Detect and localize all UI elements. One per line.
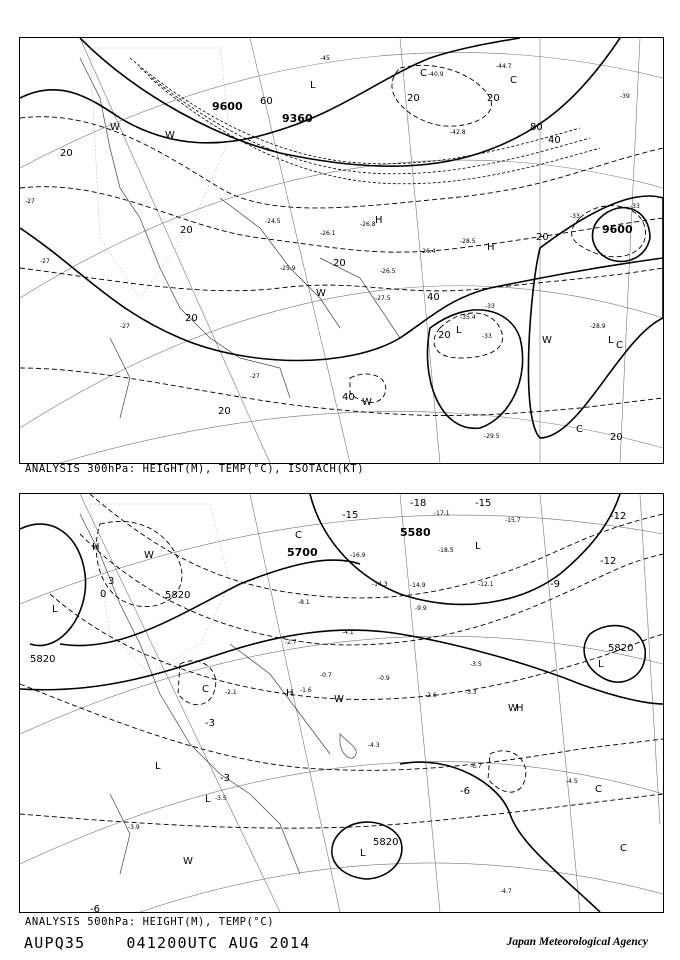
station-temp: -18.5 bbox=[438, 547, 454, 554]
temp-label: -29.5 bbox=[484, 433, 500, 440]
pressure-centers bbox=[52, 530, 627, 867]
isotach-label: 20 bbox=[438, 330, 451, 341]
station-temp: -17.1 bbox=[434, 510, 450, 517]
isotherm-label: -18 bbox=[410, 498, 427, 509]
high-center: H bbox=[487, 242, 495, 253]
station-temp: -6.7 bbox=[470, 763, 482, 770]
station-temp: -3.3 bbox=[465, 689, 477, 696]
station-temp: -4.3 bbox=[368, 742, 380, 749]
temp-label: -33 bbox=[485, 303, 495, 310]
temp-label: -28.5 bbox=[460, 238, 476, 245]
isotherm-label: -9 bbox=[550, 579, 560, 590]
warm-marker: W bbox=[316, 288, 326, 299]
isotherm-label: -15 bbox=[342, 510, 359, 521]
station-temp: -8.1 bbox=[298, 599, 310, 606]
isotherm-label: -12 bbox=[600, 556, 617, 567]
station-temp: -14.3 bbox=[372, 581, 388, 588]
isotach-label: 20 bbox=[333, 258, 346, 269]
temp-label: -33 bbox=[630, 203, 640, 210]
temp-label: -45 bbox=[320, 55, 330, 62]
temp-label: -27 bbox=[120, 323, 130, 330]
temp-label: -26.8 bbox=[360, 221, 376, 228]
warm-marker: W bbox=[334, 694, 344, 705]
coastline bbox=[80, 514, 356, 874]
station-temp: -14.9 bbox=[410, 582, 426, 589]
isotach-label: 40 bbox=[427, 292, 440, 303]
temp-label: -35.4 bbox=[460, 314, 476, 321]
height-label-5820: 5820 bbox=[608, 643, 634, 654]
map-500hpa-canvas bbox=[20, 494, 663, 912]
product-code: AUPQ35 bbox=[24, 934, 86, 952]
isotherm-label: 3 bbox=[108, 576, 115, 587]
hatched-region bbox=[90, 48, 230, 298]
station-temp: -1.6 bbox=[300, 687, 312, 694]
isotherm-labels bbox=[90, 498, 626, 912]
cold-marker: C bbox=[576, 424, 583, 435]
height-label-5700: 5700 bbox=[287, 546, 318, 559]
isotach-label: 20 bbox=[610, 432, 623, 443]
isotherm-label: -3 bbox=[220, 773, 230, 784]
temp-label: -24.5 bbox=[265, 218, 281, 225]
low-center: L bbox=[608, 335, 614, 346]
high-center: H bbox=[375, 215, 383, 226]
station-temp: -3.5 bbox=[215, 795, 227, 802]
isotach-label: 20 bbox=[60, 148, 73, 159]
isotherm-label: -6 bbox=[460, 786, 470, 797]
isotach-label: 20 bbox=[180, 225, 193, 236]
low-center: L bbox=[475, 541, 481, 552]
height-label-5820: 5820 bbox=[165, 590, 191, 601]
isotherm-label: 0 bbox=[100, 589, 107, 600]
low-center: L bbox=[155, 761, 161, 772]
low-center: L bbox=[52, 604, 58, 615]
station-temp: -9.9 bbox=[415, 605, 427, 612]
footer-product-line bbox=[24, 934, 310, 952]
station-temp: -16.9 bbox=[350, 552, 366, 559]
high-center: H bbox=[286, 688, 294, 699]
station-temp: -4.7 bbox=[500, 888, 512, 895]
high-center: H bbox=[516, 703, 524, 714]
height-label-5820: 5820 bbox=[373, 837, 399, 848]
isotherm-label: -12 bbox=[610, 511, 627, 522]
temp-label: -27 bbox=[250, 373, 260, 380]
low-center: L bbox=[456, 325, 462, 336]
low-center: L bbox=[598, 659, 604, 670]
hatched-region bbox=[90, 504, 230, 674]
station-temp: -2.1 bbox=[225, 689, 237, 696]
top-chart-caption: ANALYSIS 300hPa: HEIGHT(M), TEMP(°C), ISOTACH(KT) bbox=[25, 463, 365, 475]
analysis-datetime: 041200UTC AUG 2014 bbox=[126, 934, 311, 952]
temp-label: -33 bbox=[482, 333, 492, 340]
height-label-9600-a: 9600 bbox=[212, 100, 243, 113]
warm-marker: W bbox=[144, 550, 154, 561]
station-temp: -4.1 bbox=[342, 629, 354, 636]
map-500hpa bbox=[19, 493, 664, 913]
low-center: L bbox=[310, 80, 316, 91]
temp-label: -39 bbox=[620, 93, 630, 100]
temp-label: -26.1 bbox=[320, 230, 336, 237]
station-temp: -0.9 bbox=[378, 675, 390, 682]
temp-label: -33 bbox=[570, 213, 580, 220]
isotach-label: 20 bbox=[536, 232, 549, 243]
isotach-label: 40 bbox=[342, 392, 355, 403]
station-temp: -3.5 bbox=[470, 661, 482, 668]
warm-marker: W bbox=[165, 130, 175, 141]
isotach-label: 20 bbox=[407, 93, 420, 104]
cold-marker: C bbox=[202, 684, 209, 695]
temp-label: -28.9 bbox=[590, 323, 606, 330]
station-temp: -15.7 bbox=[505, 517, 521, 524]
isotach-label: 40 bbox=[548, 135, 561, 146]
temp-label: -44.7 bbox=[496, 63, 512, 70]
cold-marker: C bbox=[595, 784, 602, 795]
low-center: L bbox=[360, 848, 366, 859]
high-center: H bbox=[92, 542, 100, 553]
isotach-label: 20 bbox=[487, 93, 500, 104]
station-temp: -12.1 bbox=[478, 581, 494, 588]
temp-label: -27 bbox=[25, 198, 35, 205]
warm-marker: W bbox=[362, 397, 372, 408]
isotach-label: 20 bbox=[185, 313, 198, 324]
station-temp: -2.7 bbox=[285, 639, 297, 646]
height-label-9360: 9360 bbox=[282, 112, 313, 125]
station-temp: -0.7 bbox=[320, 672, 332, 679]
warm-marker: W bbox=[183, 856, 193, 867]
warm-marker: W bbox=[542, 335, 552, 346]
isotherm-label: -15 bbox=[475, 498, 492, 509]
temperature-labels bbox=[25, 55, 640, 440]
isotherm-lines bbox=[20, 65, 663, 415]
cold-marker: C bbox=[616, 340, 623, 351]
height-label-5580: 5580 bbox=[400, 526, 431, 539]
temp-label: -27.5 bbox=[375, 295, 391, 302]
height-contours bbox=[20, 38, 663, 438]
isotach-label: 20 bbox=[218, 406, 231, 417]
temp-label: -25.9 bbox=[280, 265, 296, 272]
warm-marker: W bbox=[508, 703, 518, 714]
bottom-chart-caption: ANALYSIS 500hPa: HEIGHT(M), TEMP(°C) bbox=[25, 916, 275, 928]
temp-label: -26.4 bbox=[420, 248, 436, 255]
map-300hpa bbox=[19, 37, 664, 464]
height-label-5820: 5820 bbox=[30, 654, 56, 665]
isotach-label: 80 bbox=[530, 122, 543, 133]
cold-marker: C bbox=[420, 68, 427, 79]
temp-label: -26.5 bbox=[380, 268, 396, 275]
isotach-label: 60 bbox=[260, 96, 273, 107]
warm-marker: W bbox=[110, 122, 120, 133]
isotherm-label: -6 bbox=[90, 904, 100, 912]
height-label-9600-b: 9600 bbox=[602, 223, 633, 236]
cold-marker: C bbox=[295, 530, 302, 541]
station-temp: -2.6 bbox=[425, 692, 437, 699]
pressure-centers bbox=[110, 68, 623, 435]
temp-label: -40.9 bbox=[428, 71, 444, 78]
temp-label: -42.8 bbox=[450, 129, 466, 136]
cold-marker: C bbox=[620, 843, 627, 854]
map-300hpa-canvas bbox=[20, 38, 663, 463]
low-center: L bbox=[205, 794, 211, 805]
station-temp: -3.9 bbox=[128, 824, 140, 831]
temp-label: -27 bbox=[40, 258, 50, 265]
station-temp: -4.5 bbox=[566, 778, 578, 785]
cold-marker: C bbox=[510, 75, 517, 86]
isotherm-label: -3 bbox=[205, 718, 215, 729]
agency-credit: Japan Meteorological Agency bbox=[506, 936, 648, 948]
